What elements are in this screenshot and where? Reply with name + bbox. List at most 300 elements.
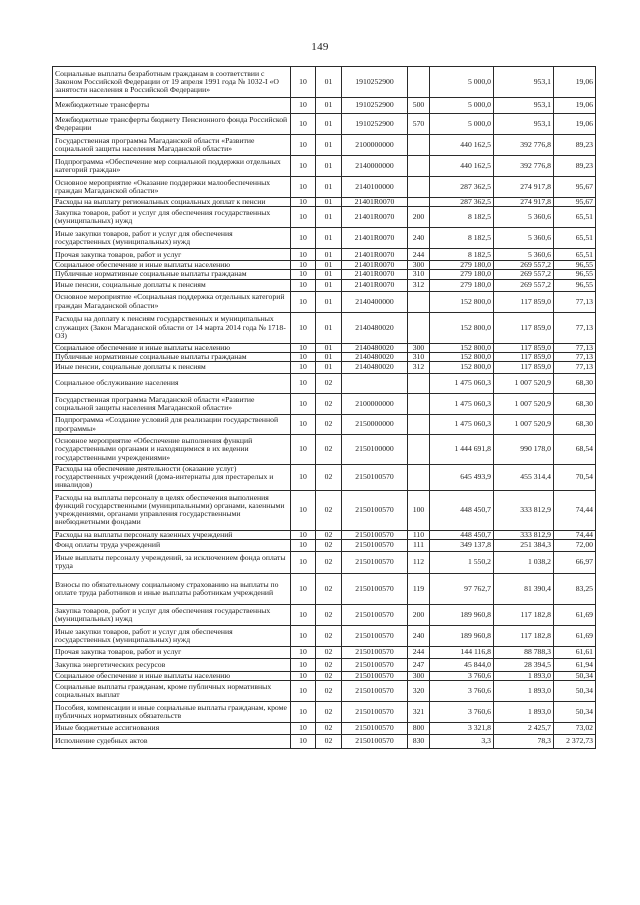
row-subchapter: 02 — [316, 681, 342, 702]
row-execution-percent: 19,06 — [554, 67, 596, 98]
row-executed-amount: 1 893,0 — [494, 702, 554, 723]
row-chapter: 10 — [291, 98, 316, 114]
row-executed-amount: 990 178,0 — [494, 435, 554, 465]
table-row — [53, 681, 596, 702]
table-row — [53, 362, 596, 374]
table-row — [53, 723, 596, 735]
row-executed-amount: 81 390,4 — [494, 573, 554, 604]
row-plan-amount: 440 162,5 — [430, 156, 494, 177]
row-name: Социальное обеспечение и иные выплаты населению — [53, 343, 291, 352]
row-name: Расходы на выплаты персоналу в целях обеспечения выполнения функций государственными (муниципальными) органами, казенными учреждениями, органами управления государственными внебюджетными фондами — [53, 490, 291, 530]
row-name: Иные закупки товаров, работ и услуг для обеспечения государственных (муниципальных) нужд — [53, 625, 291, 646]
table-row — [53, 261, 596, 270]
table-body — [53, 67, 596, 749]
row-executed-amount: 953,1 — [494, 67, 554, 98]
row-expense-type: 312 — [408, 362, 430, 374]
row-execution-percent: 72,00 — [554, 539, 596, 551]
row-chapter: 10 — [291, 198, 316, 207]
row-execution-percent: 65,51 — [554, 207, 596, 228]
row-execution-percent: 83,25 — [554, 573, 596, 604]
row-plan-amount: 287 362,5 — [430, 177, 494, 198]
row-chapter: 10 — [291, 465, 316, 491]
row-subchapter: 01 — [316, 135, 342, 156]
row-expense-type — [408, 394, 430, 415]
row-target-code: 2150100570 — [342, 490, 408, 530]
table-row — [53, 114, 596, 135]
row-target-code: 2140400000 — [342, 291, 408, 312]
row-subchapter: 02 — [316, 530, 342, 539]
row-name: Социальное обеспечение и иные выплаты населению — [53, 261, 291, 270]
row-execution-percent: 19,06 — [554, 114, 596, 135]
row-chapter: 10 — [291, 735, 316, 749]
row-execution-percent: 77,13 — [554, 291, 596, 312]
row-target-code: 2150100570 — [342, 735, 408, 749]
table-row — [53, 207, 596, 228]
row-plan-amount: 448 450,7 — [430, 530, 494, 539]
row-subchapter: 02 — [316, 702, 342, 723]
row-target-code: 2150100570 — [342, 671, 408, 680]
table-row — [53, 604, 596, 625]
table-row — [53, 490, 596, 530]
table-row — [53, 291, 596, 312]
row-name: Прочая закупка товаров, работ и услуг — [53, 249, 291, 261]
row-plan-amount: 287 362,5 — [430, 198, 494, 207]
row-execution-percent: 65,51 — [554, 249, 596, 261]
row-plan-amount: 279 180,0 — [430, 261, 494, 270]
row-plan-amount: 1 550,2 — [430, 551, 494, 573]
table-row — [53, 671, 596, 680]
row-plan-amount: 1 475 060,3 — [430, 415, 494, 435]
row-execution-percent: 19,06 — [554, 98, 596, 114]
row-subchapter: 02 — [316, 658, 342, 671]
row-executed-amount: 269 557,2 — [494, 279, 554, 291]
row-executed-amount: 269 557,2 — [494, 270, 554, 279]
row-executed-amount: 1 007 520,9 — [494, 374, 554, 394]
row-subchapter: 02 — [316, 490, 342, 530]
row-plan-amount: 152 800,0 — [430, 343, 494, 352]
row-name: Основное мероприятие «Оказание поддержки малообеспеченных граждан Магаданской области» — [53, 177, 291, 198]
row-chapter: 10 — [291, 343, 316, 352]
row-plan-amount: 3 760,6 — [430, 702, 494, 723]
row-subchapter: 01 — [316, 114, 342, 135]
row-expense-type — [408, 67, 430, 98]
row-plan-amount: 189 960,8 — [430, 604, 494, 625]
row-chapter: 10 — [291, 490, 316, 530]
table-row — [53, 530, 596, 539]
row-subchapter: 02 — [316, 435, 342, 465]
row-name: Социальное обслуживание населения — [53, 374, 291, 394]
row-subchapter: 02 — [316, 723, 342, 735]
row-executed-amount: 953,1 — [494, 114, 554, 135]
row-plan-amount: 152 800,0 — [430, 312, 494, 343]
row-expense-type: 570 — [408, 114, 430, 135]
row-execution-percent: 74,44 — [554, 490, 596, 530]
row-target-code: 2150100570 — [342, 658, 408, 671]
row-execution-percent: 68,30 — [554, 415, 596, 435]
row-subchapter: 01 — [316, 312, 342, 343]
row-expense-type — [408, 374, 430, 394]
row-expense-type: 300 — [408, 343, 430, 352]
row-execution-percent: 61,61 — [554, 646, 596, 658]
row-executed-amount: 117 182,8 — [494, 604, 554, 625]
row-expense-type: 310 — [408, 352, 430, 361]
row-execution-percent: 2 372,73 — [554, 735, 596, 749]
row-plan-amount: 5 000,0 — [430, 114, 494, 135]
row-chapter: 10 — [291, 67, 316, 98]
row-executed-amount: 117 859,0 — [494, 362, 554, 374]
row-execution-percent: 89,23 — [554, 135, 596, 156]
table-row — [53, 374, 596, 394]
row-chapter: 10 — [291, 374, 316, 394]
row-target-code: 2100000000 — [342, 394, 408, 415]
row-chapter: 10 — [291, 362, 316, 374]
row-executed-amount: 2 425,7 — [494, 723, 554, 735]
row-name: Закупка энергетических ресурсов — [53, 658, 291, 671]
row-execution-percent: 70,54 — [554, 465, 596, 491]
table-row — [53, 435, 596, 465]
row-name: Публичные нормативные социальные выплаты гражданам — [53, 352, 291, 361]
row-chapter: 10 — [291, 551, 316, 573]
table-row — [53, 394, 596, 415]
row-target-code: 21401R0070 — [342, 270, 408, 279]
row-executed-amount: 5 360,6 — [494, 249, 554, 261]
row-subchapter: 01 — [316, 270, 342, 279]
row-plan-amount: 45 844,0 — [430, 658, 494, 671]
row-target-code: 21401R0070 — [342, 261, 408, 270]
row-name: Пособия, компенсации и иные социальные выплаты гражданам, кроме публичных нормативных обязательств — [53, 702, 291, 723]
row-plan-amount: 3 321,8 — [430, 723, 494, 735]
row-target-code: 2140480020 — [342, 352, 408, 361]
table-row — [53, 343, 596, 352]
row-chapter: 10 — [291, 604, 316, 625]
row-chapter: 10 — [291, 658, 316, 671]
row-expense-type: 321 — [408, 702, 430, 723]
row-execution-percent: 77,13 — [554, 352, 596, 361]
row-expense-type — [408, 415, 430, 435]
row-expense-type: 240 — [408, 228, 430, 249]
row-name: Закупка товаров, работ и услуг для обеспечения государственных (муниципальных) нужд — [53, 207, 291, 228]
page-number: 149 — [311, 41, 329, 53]
row-target-code: 1910252900 — [342, 114, 408, 135]
row-executed-amount: 274 917,8 — [494, 177, 554, 198]
row-name: Фонд оплаты труда учреждений — [53, 539, 291, 551]
row-name: Подпрограмма «Обеспечение мер социальной поддержки отдельных категорий граждан» — [53, 156, 291, 177]
row-subchapter: 01 — [316, 198, 342, 207]
row-plan-amount: 144 116,8 — [430, 646, 494, 658]
row-expense-type — [408, 198, 430, 207]
row-expense-type: 110 — [408, 530, 430, 539]
row-chapter: 10 — [291, 681, 316, 702]
table-row — [53, 177, 596, 198]
row-expense-type: 300 — [408, 261, 430, 270]
row-expense-type: 240 — [408, 625, 430, 646]
row-name: Основное мероприятие «Социальная поддержка отдельных категорий граждан Магаданской области» — [53, 291, 291, 312]
row-chapter: 10 — [291, 312, 316, 343]
row-target-code — [342, 374, 408, 394]
row-expense-type: 310 — [408, 270, 430, 279]
row-executed-amount: 333 812,9 — [494, 530, 554, 539]
table-row — [53, 249, 596, 261]
row-executed-amount: 117 859,0 — [494, 352, 554, 361]
row-target-code: 2150100570 — [342, 646, 408, 658]
row-target-code: 21401R0070 — [342, 198, 408, 207]
row-name: Публичные нормативные социальные выплаты гражданам — [53, 270, 291, 279]
row-target-code: 2150100570 — [342, 539, 408, 551]
row-plan-amount: 645 493,9 — [430, 465, 494, 491]
row-subchapter: 02 — [316, 465, 342, 491]
row-plan-amount: 152 800,0 — [430, 291, 494, 312]
row-expense-type: 111 — [408, 539, 430, 551]
row-subchapter: 01 — [316, 98, 342, 114]
row-executed-amount: 117 859,0 — [494, 312, 554, 343]
row-execution-percent: 66,97 — [554, 551, 596, 573]
row-plan-amount: 8 182,5 — [430, 207, 494, 228]
row-subchapter: 01 — [316, 291, 342, 312]
row-target-code: 2150100570 — [342, 604, 408, 625]
row-chapter: 10 — [291, 207, 316, 228]
row-chapter: 10 — [291, 625, 316, 646]
row-target-code: 21401R0070 — [342, 228, 408, 249]
row-subchapter: 02 — [316, 551, 342, 573]
row-name: Прочая закупка товаров, работ и услуг — [53, 646, 291, 658]
row-subchapter: 01 — [316, 156, 342, 177]
row-subchapter: 02 — [316, 646, 342, 658]
row-executed-amount: 5 360,6 — [494, 207, 554, 228]
row-executed-amount: 269 557,2 — [494, 261, 554, 270]
row-executed-amount: 1 007 520,9 — [494, 394, 554, 415]
table-row — [53, 228, 596, 249]
row-chapter: 10 — [291, 114, 316, 135]
row-target-code: 2150100570 — [342, 702, 408, 723]
row-execution-percent: 77,13 — [554, 312, 596, 343]
table-row — [53, 415, 596, 435]
table-row — [53, 279, 596, 291]
row-chapter: 10 — [291, 530, 316, 539]
table-row — [53, 270, 596, 279]
table-row — [53, 465, 596, 491]
row-plan-amount: 3 760,6 — [430, 671, 494, 680]
row-plan-amount: 1 475 060,3 — [430, 394, 494, 415]
table-row — [53, 658, 596, 671]
row-execution-percent: 77,13 — [554, 343, 596, 352]
row-subchapter: 02 — [316, 604, 342, 625]
row-subchapter: 02 — [316, 573, 342, 604]
table-row — [53, 573, 596, 604]
row-execution-percent: 68,30 — [554, 374, 596, 394]
row-chapter: 10 — [291, 352, 316, 361]
row-execution-percent: 96,55 — [554, 270, 596, 279]
row-chapter: 10 — [291, 135, 316, 156]
row-execution-percent: 61,94 — [554, 658, 596, 671]
row-subchapter: 02 — [316, 671, 342, 680]
row-plan-amount: 8 182,5 — [430, 228, 494, 249]
row-subchapter: 02 — [316, 415, 342, 435]
row-subchapter: 01 — [316, 279, 342, 291]
table-row — [53, 312, 596, 343]
row-name: Взносы по обязательному социальному страхованию на выплаты по оплате труда работников и иные выплаты работникам учреждений — [53, 573, 291, 604]
row-name: Подпрограмма «Создание условий для реализации государственной программы» — [53, 415, 291, 435]
row-execution-percent: 61,69 — [554, 604, 596, 625]
row-execution-percent: 73,02 — [554, 723, 596, 735]
row-executed-amount: 274 917,8 — [494, 198, 554, 207]
row-name: Иные пенсии, социальные доплаты к пенсиям — [53, 362, 291, 374]
row-plan-amount: 8 182,5 — [430, 249, 494, 261]
row-expense-type: 830 — [408, 735, 430, 749]
row-plan-amount: 5 000,0 — [430, 67, 494, 98]
table-row — [53, 646, 596, 658]
table-row — [53, 198, 596, 207]
row-target-code: 2100000000 — [342, 135, 408, 156]
row-chapter: 10 — [291, 270, 316, 279]
row-expense-type: 320 — [408, 681, 430, 702]
row-expense-type: 119 — [408, 573, 430, 604]
row-execution-percent: 95,67 — [554, 198, 596, 207]
row-name: Иные выплаты персоналу учреждений, за исключением фонда оплаты труда — [53, 551, 291, 573]
row-name: Социальные выплаты безработным гражданам в соответствии с Законом Российской Федерации от 19 апреля 1991 года № 1032-I «О занятости населения в Российской Федерации» — [53, 67, 291, 98]
row-target-code: 2140100000 — [342, 177, 408, 198]
row-expense-type — [408, 177, 430, 198]
row-subchapter: 01 — [316, 343, 342, 352]
row-name: Расходы на выплаты персоналу казенных учреждений — [53, 530, 291, 539]
row-target-code: 1910252900 — [342, 67, 408, 98]
row-chapter: 10 — [291, 249, 316, 261]
row-plan-amount: 440 162,5 — [430, 135, 494, 156]
row-name: Государственная программа Магаданской области «Развитие социальной защиты населения Магаданской области» — [53, 394, 291, 415]
row-chapter: 10 — [291, 723, 316, 735]
row-execution-percent: 61,69 — [554, 625, 596, 646]
row-subchapter: 02 — [316, 394, 342, 415]
row-executed-amount: 1 893,0 — [494, 671, 554, 680]
row-executed-amount: 1 038,2 — [494, 551, 554, 573]
row-execution-percent: 68,54 — [554, 435, 596, 465]
table-row — [53, 67, 596, 98]
row-chapter: 10 — [291, 702, 316, 723]
row-plan-amount: 152 800,0 — [430, 362, 494, 374]
row-target-code: 2140000000 — [342, 156, 408, 177]
row-chapter: 10 — [291, 573, 316, 604]
row-chapter: 10 — [291, 539, 316, 551]
row-target-code: 2140480020 — [342, 312, 408, 343]
row-chapter: 10 — [291, 261, 316, 270]
row-execution-percent: 65,51 — [554, 228, 596, 249]
row-expense-type — [408, 291, 430, 312]
table-row — [53, 702, 596, 723]
row-chapter: 10 — [291, 291, 316, 312]
row-name: Исполнение судебных актов — [53, 735, 291, 749]
row-expense-type — [408, 435, 430, 465]
row-name: Социальные выплаты гражданам, кроме публичных нормативных социальных выплат — [53, 681, 291, 702]
row-target-code: 1910252900 — [342, 98, 408, 114]
row-name: Расходы на выплату региональных социальных доплат к пенсии — [53, 198, 291, 207]
row-executed-amount: 953,1 — [494, 98, 554, 114]
row-subchapter: 02 — [316, 625, 342, 646]
row-target-code: 2150100570 — [342, 723, 408, 735]
row-chapter: 10 — [291, 228, 316, 249]
row-execution-percent: 50,34 — [554, 681, 596, 702]
row-target-code: 21401R0070 — [342, 249, 408, 261]
row-executed-amount: 28 394,5 — [494, 658, 554, 671]
row-plan-amount: 1 475 060,3 — [430, 374, 494, 394]
row-name: Межбюджетные трансферты бюджету Пенсионного фонда Российской Федерации — [53, 114, 291, 135]
row-name: Социальное обеспечение и иные выплаты населению — [53, 671, 291, 680]
row-subchapter: 01 — [316, 362, 342, 374]
row-name: Иные бюджетные ассигнования — [53, 723, 291, 735]
table-row — [53, 156, 596, 177]
row-expense-type: 112 — [408, 551, 430, 573]
row-plan-amount: 3,3 — [430, 735, 494, 749]
row-target-code: 2140480020 — [342, 362, 408, 374]
row-subchapter: 01 — [316, 207, 342, 228]
row-name: Иные пенсии, социальные доплаты к пенсиям — [53, 279, 291, 291]
row-target-code: 2150100000 — [342, 435, 408, 465]
row-execution-percent: 96,55 — [554, 279, 596, 291]
row-executed-amount: 1 007 520,9 — [494, 415, 554, 435]
row-plan-amount: 97 762,7 — [430, 573, 494, 604]
row-expense-type: 800 — [408, 723, 430, 735]
row-subchapter: 01 — [316, 67, 342, 98]
row-expense-type: 244 — [408, 646, 430, 658]
row-plan-amount: 1 444 691,8 — [430, 435, 494, 465]
row-subchapter: 01 — [316, 177, 342, 198]
row-execution-percent: 74,44 — [554, 530, 596, 539]
row-subchapter: 02 — [316, 735, 342, 749]
row-executed-amount: 333 812,9 — [494, 490, 554, 530]
table-row — [53, 551, 596, 573]
row-executed-amount: 78,3 — [494, 735, 554, 749]
row-name: Основное мероприятие «Обеспечение выполнения функций государственными органами и находящимися в их ведении государственными учреждениями» — [53, 435, 291, 465]
row-execution-percent: 96,55 — [554, 261, 596, 270]
row-expense-type: 312 — [408, 279, 430, 291]
row-executed-amount: 251 384,3 — [494, 539, 554, 551]
row-expense-type: 300 — [408, 671, 430, 680]
row-executed-amount: 1 893,0 — [494, 681, 554, 702]
row-expense-type: 100 — [408, 490, 430, 530]
row-plan-amount: 349 137,8 — [430, 539, 494, 551]
row-execution-percent: 89,23 — [554, 156, 596, 177]
row-executed-amount: 392 776,8 — [494, 135, 554, 156]
row-executed-amount: 117 182,8 — [494, 625, 554, 646]
row-subchapter: 01 — [316, 249, 342, 261]
row-target-code: 2150100570 — [342, 551, 408, 573]
row-executed-amount: 5 360,6 — [494, 228, 554, 249]
row-target-code: 21401R0070 — [342, 279, 408, 291]
row-executed-amount: 392 776,8 — [494, 156, 554, 177]
row-subchapter: 02 — [316, 374, 342, 394]
row-chapter: 10 — [291, 415, 316, 435]
row-chapter: 10 — [291, 279, 316, 291]
row-plan-amount: 279 180,0 — [430, 279, 494, 291]
row-expense-type: 200 — [408, 207, 430, 228]
table-row — [53, 98, 596, 114]
row-execution-percent: 77,13 — [554, 362, 596, 374]
row-subchapter: 02 — [316, 539, 342, 551]
row-plan-amount: 448 450,7 — [430, 490, 494, 530]
row-execution-percent: 95,67 — [554, 177, 596, 198]
table-row — [53, 352, 596, 361]
row-expense-type — [408, 135, 430, 156]
row-plan-amount: 189 960,8 — [430, 625, 494, 646]
row-executed-amount: 455 314,4 — [494, 465, 554, 491]
row-executed-amount: 117 859,0 — [494, 343, 554, 352]
row-chapter: 10 — [291, 435, 316, 465]
row-plan-amount: 3 760,6 — [430, 681, 494, 702]
row-expense-type — [408, 312, 430, 343]
row-target-code: 21401R0070 — [342, 207, 408, 228]
row-subchapter: 01 — [316, 261, 342, 270]
table-row — [53, 135, 596, 156]
row-plan-amount: 5 000,0 — [430, 98, 494, 114]
row-target-code: 2150100570 — [342, 681, 408, 702]
